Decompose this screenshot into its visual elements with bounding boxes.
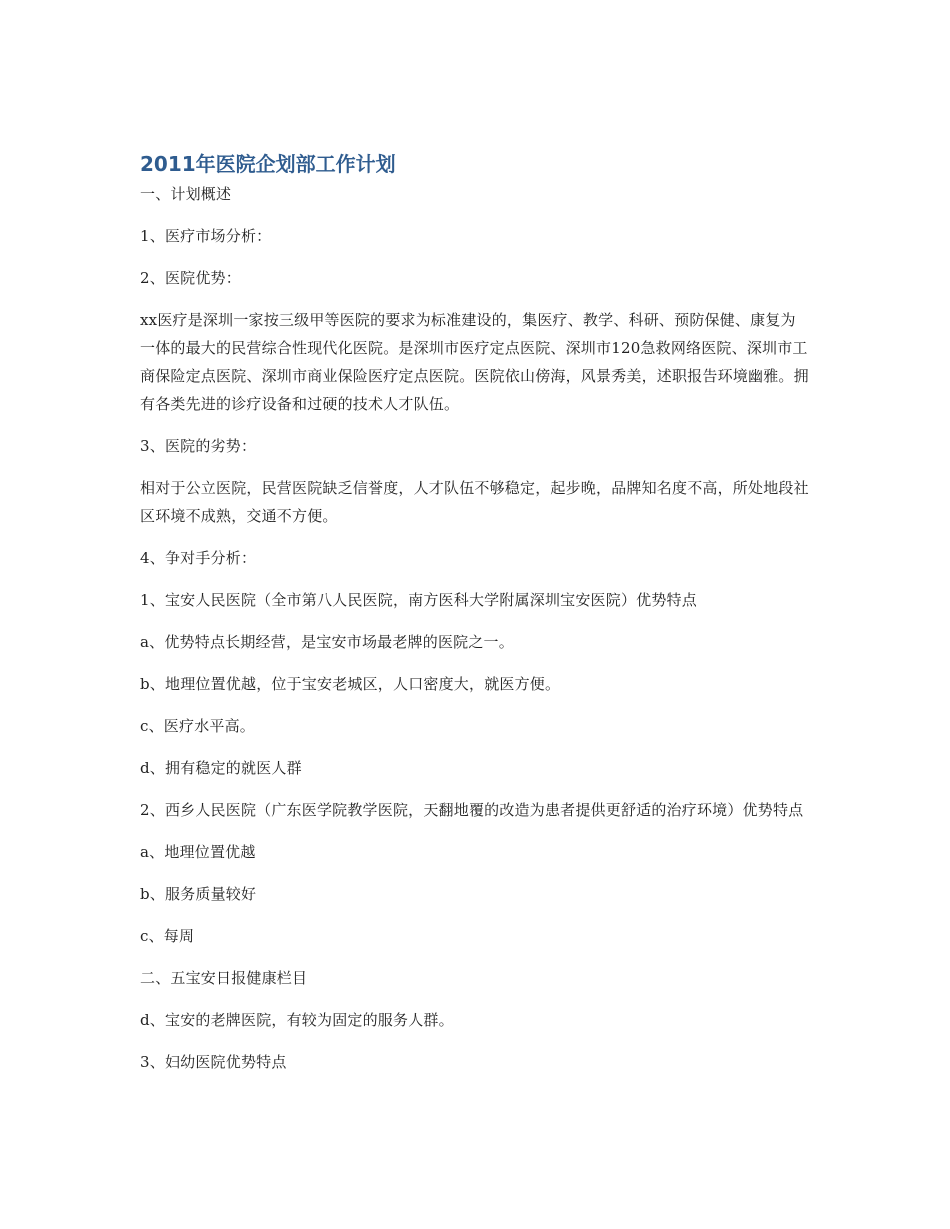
document-page — [140, 148, 810, 1090]
paragraph: 1、宝安人民医院（全市第八人民医院，南方医科大学附属深圳宝安医院）优势特点 — [140, 591, 697, 609]
paragraph: 2、西乡人民医院（广东医学院教学医院，天翻地覆的改造为患者提供更舒适的治疗环境）优势特点 — [140, 801, 804, 819]
paragraph: b、地理位置优越，位于宝安老城区，人口密度大，就医方便。 — [140, 675, 561, 693]
paragraph: d、宝安的老牌医院，有较为固定的服务人群。 — [140, 1011, 454, 1029]
paragraph: 相对于公立医院，民营医院缺乏信誉度，人才队伍不够稳定，起步晚，品牌知名度不高，所处地段社区环境不成熟，交通不方便。 — [140, 479, 809, 525]
paragraph: 3、妇幼医院优势特点 — [140, 1053, 287, 1071]
paragraph: 2、医院优势： — [140, 269, 241, 287]
paragraph: 1、医疗市场分析： — [140, 227, 272, 245]
section-heading-newspaper-column: 二、五宝安日报健康栏目 — [140, 969, 308, 987]
document-title: 2011年医院企划部工作计划 — [140, 152, 396, 176]
paragraph: a、地理位置优越 — [140, 843, 256, 861]
paragraph: d、拥有稳定的就医人群 — [140, 759, 302, 777]
paragraph: b、服务质量较好 — [140, 885, 257, 903]
paragraph: a、优势特点长期经营，是宝安市场最老牌的医院之一。 — [140, 633, 514, 651]
paragraph: xx医疗是深圳一家按三级甲等医院的要求为标准建设的，集医疗、教学、科研、预防保健、康复为一体的最大的民营综合性现代化医院。是深圳市医疗定点医院、深圳市120急救网络医院、深圳市工商保险定点医院、深圳市商业保险医疗定点医院。医院依山傍海，风景秀美，述职报告环境幽雅。拥有各类先进的诊疗设备和过硬的技术人才队伍。 — [140, 311, 809, 413]
paragraph: c、医疗水平高。 — [140, 717, 256, 735]
paragraph: 4、争对手分析： — [140, 549, 257, 567]
paragraph: 3、医院的劣势： — [140, 437, 257, 455]
paragraph: c、每周 — [140, 927, 195, 945]
section-heading-plan-overview: 一、计划概述 — [140, 185, 232, 203]
